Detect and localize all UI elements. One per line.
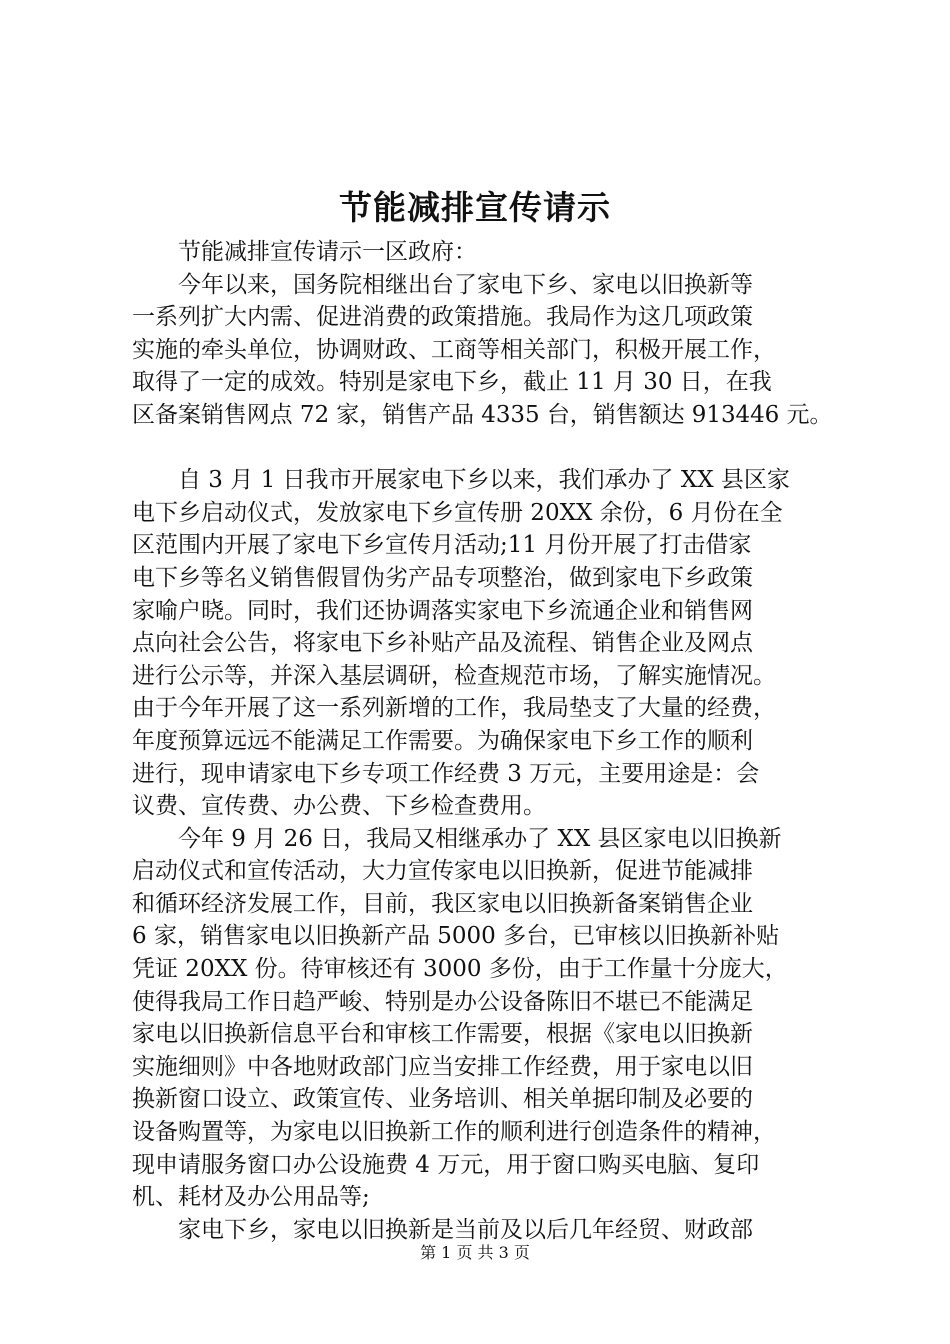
- text-line: 进行，现申请家电下乡专项工作经费 3 万元，主要用途是：会: [132, 760, 760, 787]
- text-line: 机、耗材及办公用品等;: [132, 1184, 370, 1211]
- text-line: 和循环经济发展工作，目前，我区家电以旧换新备案销售企业: [132, 890, 753, 917]
- text-line: 家电以旧换新信息平台和审核工作需要，根据《家电以旧换新: [132, 1021, 753, 1048]
- text-line: 设备购置等，为家电以旧换新工作的顺利进行创造条件的精神，: [132, 1119, 776, 1146]
- text-line: 启动仪式和宣传活动，大力宣传家电以旧换新，促进节能减排: [132, 858, 753, 885]
- text-line: 实施细则》中各地财政部门应当安排工作经费，用于家电以旧: [132, 1053, 753, 1080]
- text-line: 6 家，销售家电以旧换新产品 5000 多台，已审核以旧换新补贴: [132, 923, 780, 950]
- text-line: 使得我局工作日趋严峻、特别是办公设备陈旧不堪已不能满足: [132, 988, 753, 1015]
- text-line: 凭证 20XX 份。待审核还有 3000 多份，由于工作量十分庞大，: [132, 956, 788, 983]
- text-line: 今年 9 月 26 日，我局又相继承办了 XX 县区家电以旧换新: [132, 825, 782, 852]
- page-footer: 第 1 页 共 3 页: [420, 1243, 530, 1262]
- text-line: 现申请服务窗口办公设施费 4 万元，用于窗口购买电脑、复印: [132, 1151, 760, 1178]
- text-line: 节能减排宣传请示一区政府：: [132, 239, 477, 265]
- text-line: 一系列扩大内需、促进消费的政策措施。我局作为这几项政策: [132, 304, 753, 331]
- text-line: 进行公示等，并深入基层调研，检查规范市场，了解实施情况。: [132, 662, 776, 689]
- text-line: 自 3 月 1 日我市开展家电下乡以来，我们承办了 XX 县区家: [132, 467, 790, 494]
- text-line: 电下乡启动仪式，发放家电下乡宣传册 20XX 余份，6 月份在全: [132, 499, 783, 526]
- text-line: 点向社会公告，将家电下乡补贴产品及流程、销售企业及网点: [132, 630, 753, 657]
- text-line: 区备案销售网点 72 家，销售产品 4335 台，销售额达 913446 元。: [132, 401, 832, 428]
- text-line: 家喻户晓。同时，我们还协调落实家电下乡流通企业和销售网: [132, 597, 753, 624]
- text-line: 年度预算远远不能满足工作需要。为确保家电下乡工作的顺利: [132, 727, 753, 754]
- text-line: 换新窗口设立、政策宣传、业务培训、相关单据印制及必要的: [132, 1086, 753, 1113]
- text-line: 电下乡等名义销售假冒伪劣产品专项整治，做到家电下乡政策: [132, 564, 753, 591]
- document-body: [132, 236, 832, 1246]
- text-line: 实施的牵头单位，协调财政、工商等相关部门，积极开展工作，: [132, 336, 776, 363]
- text-line: 今年以来，国务院相继出台了家电下乡、家电以旧换新等: [132, 271, 753, 298]
- text-line: 家电下乡，家电以旧换新是当前及以后几年经贸、财政部: [132, 1216, 753, 1243]
- document-title: 节能减排宣传请示: [339, 188, 611, 227]
- text-line: 议费、宣传费、办公费、下乡检查费用。: [132, 793, 546, 820]
- text-line: 区范围内开展了家电下乡宣传月活动;11 月份开展了打击借家: [132, 532, 752, 559]
- blank-line: [132, 432, 832, 465]
- text-line: 取得了一定的成效。特别是家电下乡，截止 11 月 30 日，在我: [132, 369, 772, 396]
- text-line: 由于今年开展了这一系列新增的工作，我局垫支了大量的经费，: [132, 695, 776, 722]
